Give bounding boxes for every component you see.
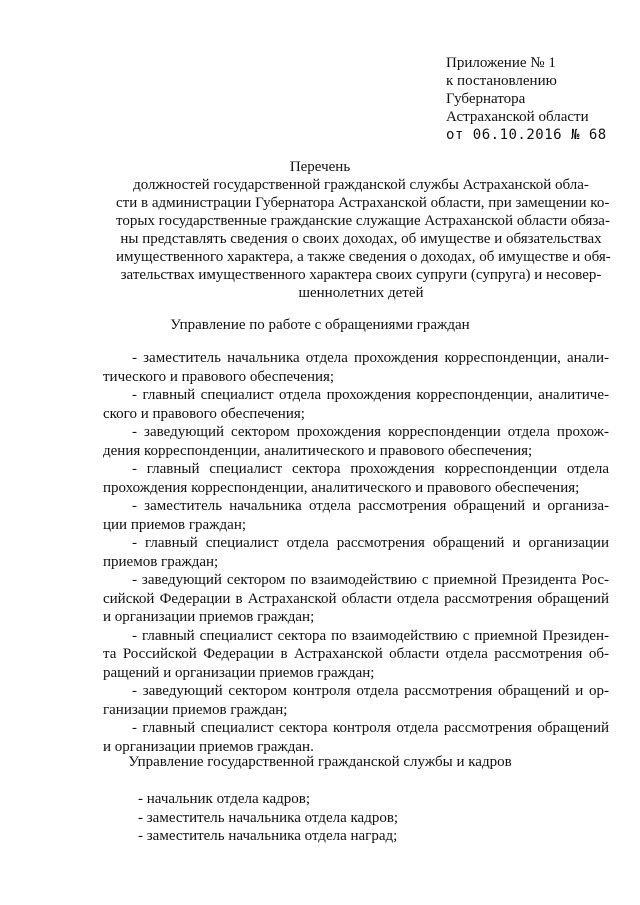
- list-item: - начальник отдела кадров;: [138, 791, 311, 807]
- list-item-line: тического и правового обеспечения;: [103, 368, 335, 385]
- list-item-line: сийской Федерации в Астраханской области отдела рассмотрения обращений: [103, 590, 609, 607]
- list-item-line: дения корреспонденции, аналитического и правового обеспечения;: [103, 442, 533, 459]
- list-item-line: и организации приемов граждан;: [103, 609, 315, 625]
- list-item-line: и организации приемов граждан.: [103, 738, 314, 755]
- list-item-line: приемов граждан;: [103, 553, 219, 570]
- list-item-line: прохождения корреспонденции, аналитического и правового обеспечения;: [103, 479, 580, 496]
- list-item: [103, 460, 609, 497]
- list-item-line: - главный специалист отдела прохождения корреспонденции, аналитиче-: [132, 387, 609, 403]
- list-item: - заместитель начальника отдела кадров;: [138, 809, 399, 826]
- section-title-hr: Управление государственной гражданской службы и кадров: [128, 754, 512, 770]
- list-item-line: ции приемов граждан;: [103, 516, 247, 533]
- list-item-line: ского и правового обеспечения;: [103, 405, 305, 422]
- heading-line: шеннолетних детей: [298, 285, 424, 301]
- list-item: [103, 497, 609, 534]
- list-item: [103, 423, 609, 460]
- appendix-line-3: Губернатора: [446, 91, 526, 107]
- heading-line: зательствах имущественного характера своих супруги (супруга) и несовер-: [120, 267, 602, 283]
- appendix-date-line: от 06.10.2016 № 68: [446, 127, 607, 143]
- list-item-line: - заместитель начальника отдела прохождения корреспонденции, анали-: [132, 350, 609, 366]
- list-item-line: ганизации приемов граждан;: [103, 701, 288, 718]
- heading-line: торых государственные гражданские служащие Астраханской области обяза-: [116, 213, 610, 229]
- list-item-line: - главный специалист сектора прохождения корреспонденции отдела: [132, 461, 609, 477]
- appendix-line-2: к постановлению: [446, 73, 557, 89]
- appendix-block: [446, 54, 636, 144]
- section-title-appeals: Управление по работе с обращениями граждан: [170, 317, 470, 333]
- document-heading: [116, 176, 611, 302]
- list-item: [103, 386, 609, 423]
- heading-line: должностей государственной гражданской службы Астраханской обла-: [133, 177, 589, 193]
- list-item: [103, 571, 609, 627]
- heading-line: ны представлять сведения о своих доходах, об имуществе и обязательствах: [120, 231, 602, 247]
- list-item: [103, 682, 609, 719]
- section-list-appeals: [103, 349, 609, 756]
- list-item-line: - главный специалист отдела рассмотрения обращений и организации: [132, 535, 609, 551]
- list-item: [103, 719, 609, 756]
- list-item-line: - заведующий сектором по взаимодействию с приемной Президента Рос-: [132, 572, 609, 588]
- list-item-line: - главный специалист сектора контроля отдела рассмотрения обращений: [132, 720, 609, 736]
- list-item-line: - главный специалист сектора по взаимодействию с приемной Президен-: [132, 627, 609, 644]
- list-item-line: - заведующий сектором контроля отдела рассмотрения обращений и ор-: [132, 683, 609, 699]
- heading-line: имущественного характера, а также сведения о доходах, об имуществе и обя-: [116, 249, 611, 265]
- appendix-line-4: Астраханской области: [446, 109, 589, 125]
- list-item-line: та Российской Федерации в Астраханской области отдела рассмотрения об-: [103, 646, 609, 662]
- list-item: - заместитель начальника отдела наград;: [138, 828, 398, 844]
- list-item-line: - заведующий сектором прохождения корреспонденции отдела прохож-: [132, 424, 609, 440]
- list-item: [103, 627, 609, 683]
- list-item: [103, 534, 609, 571]
- appendix-line-1: Приложение № 1: [446, 55, 556, 71]
- document-title: Перечень: [289, 159, 351, 175]
- list-item: [103, 349, 609, 386]
- list-item-line: - заместитель начальника отдела рассмотрения обращений и организа-: [132, 498, 609, 514]
- section-list-hr: [138, 790, 608, 846]
- heading-line: сти в администрации Губернатора Астраханской области, при замещении ко-: [116, 195, 610, 211]
- list-item-line: ращений и организации приемов граждан;: [103, 664, 375, 681]
